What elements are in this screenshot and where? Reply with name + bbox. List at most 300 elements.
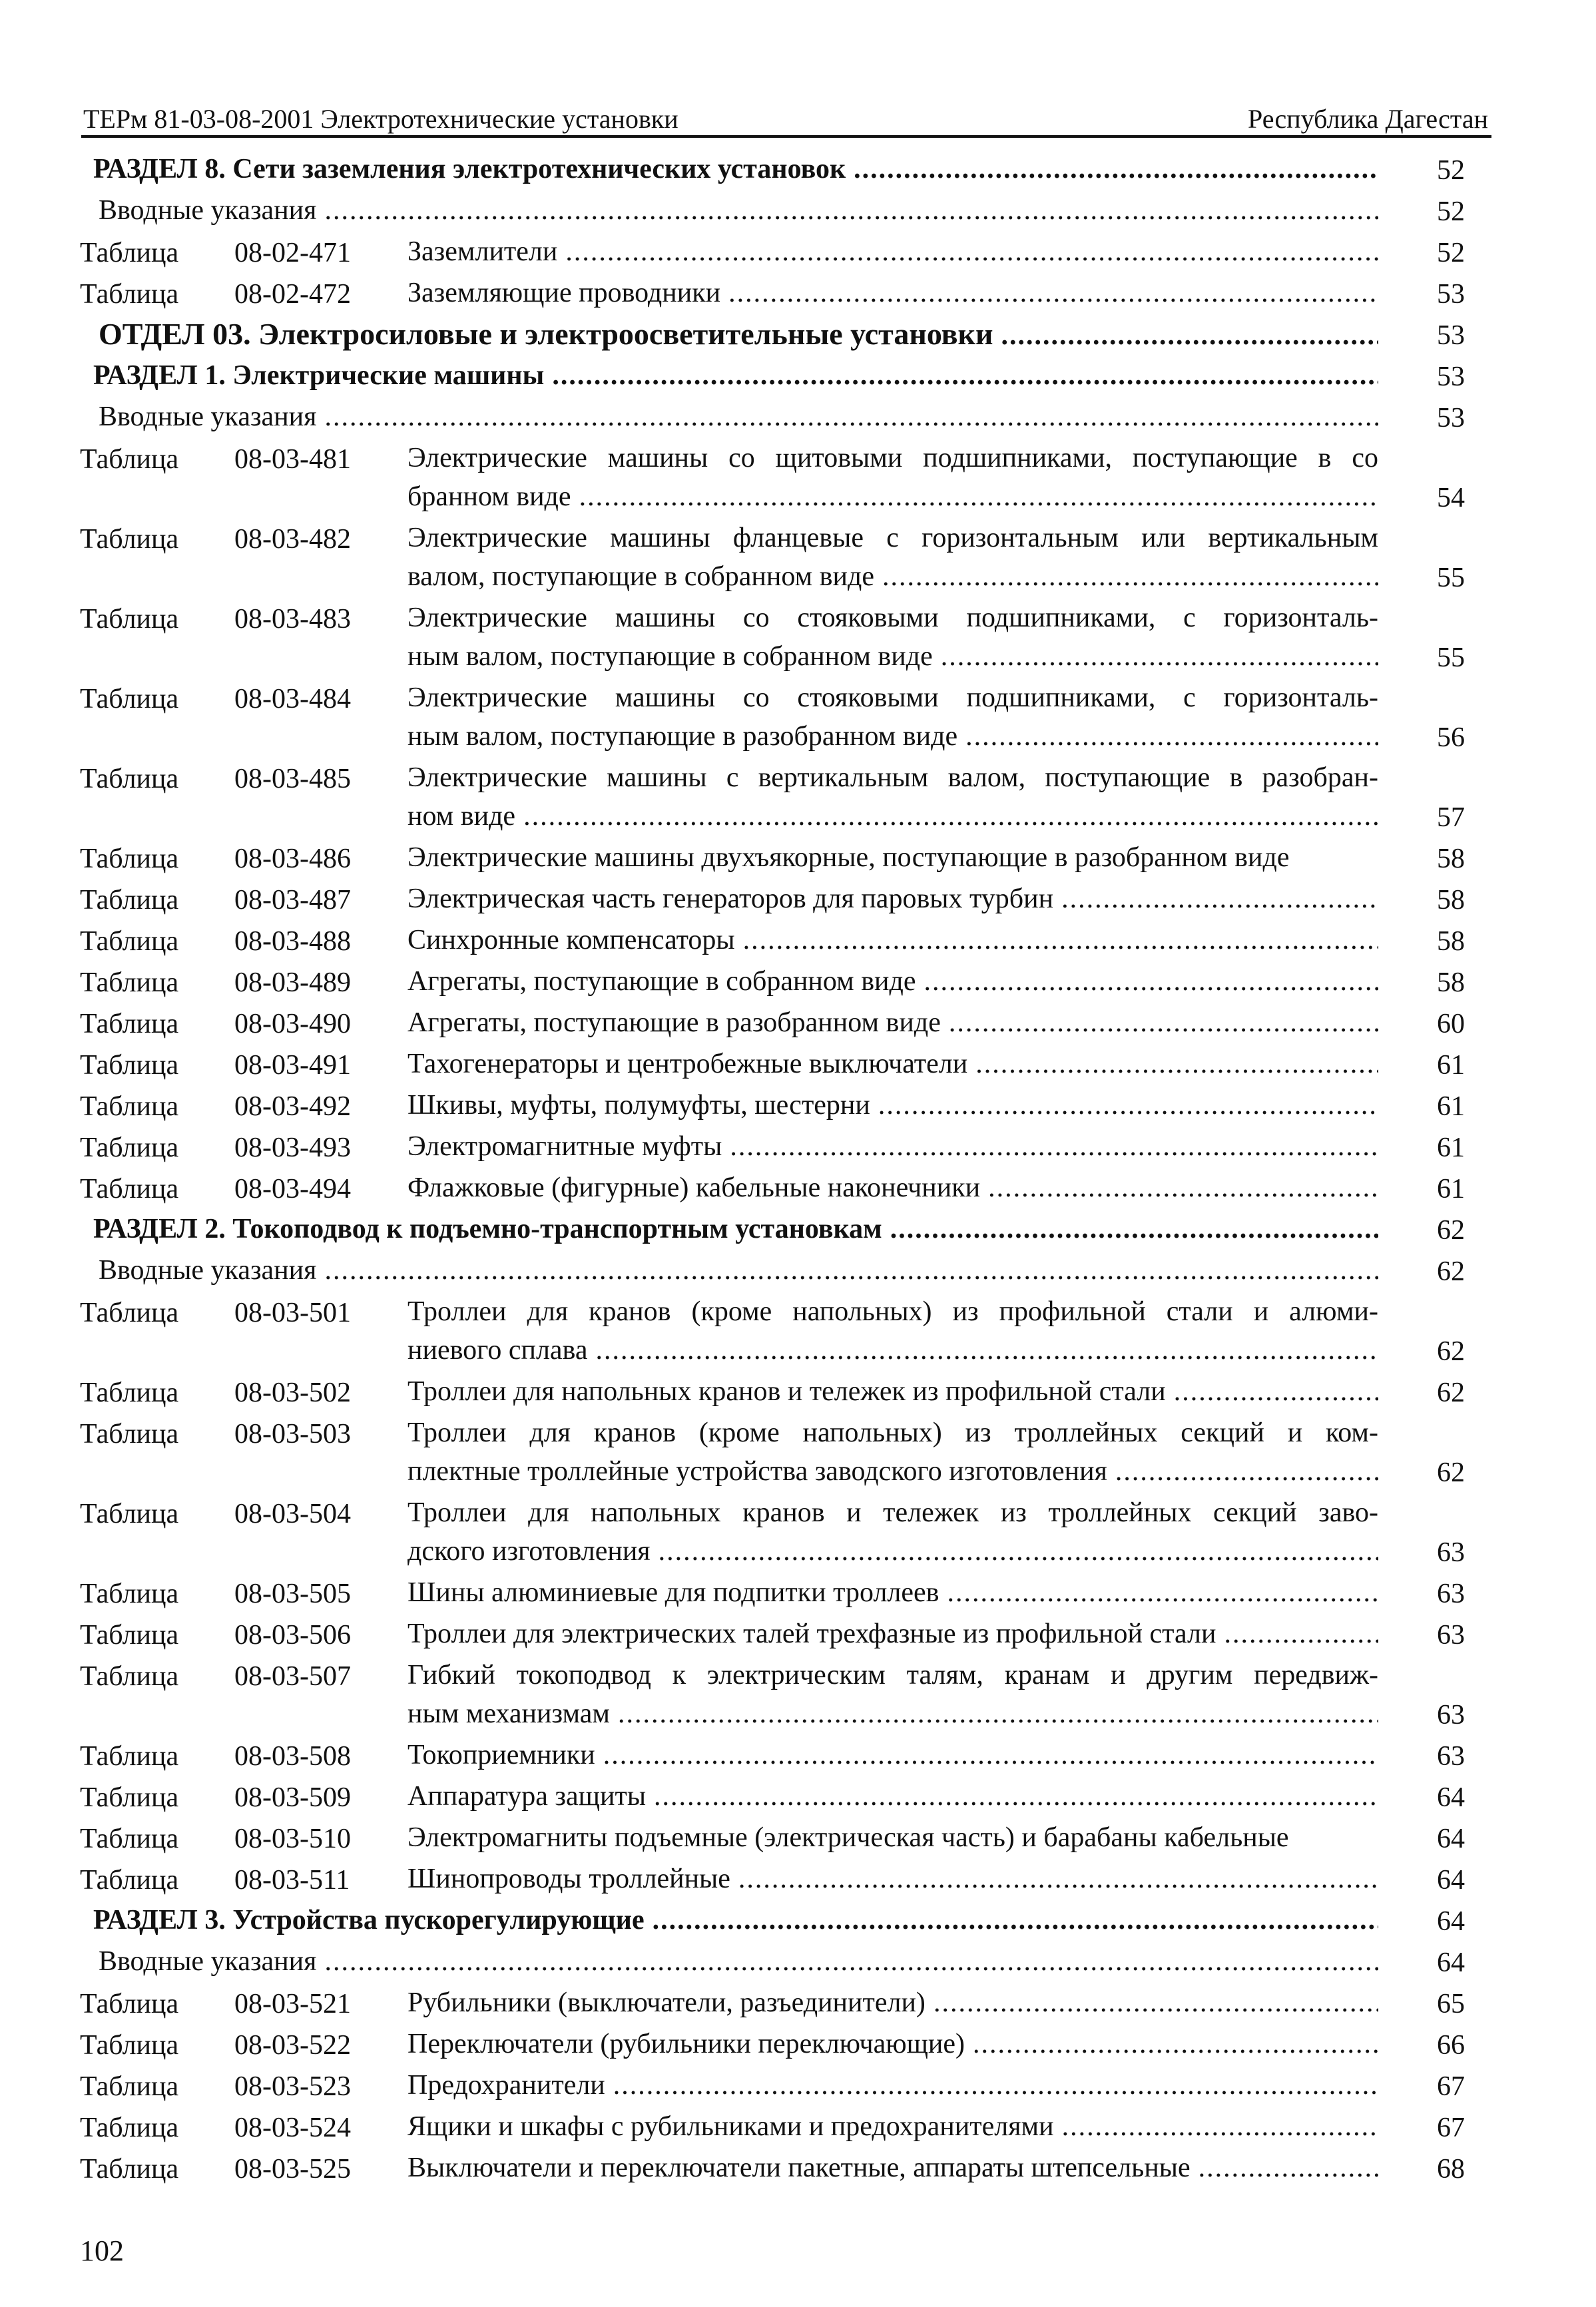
entry-text: Троллеи для напольных кранов и тележек из профильной стали xyxy=(407,1376,1166,1407)
leader-dots xyxy=(1174,1372,1378,1411)
table-label: Таблица xyxy=(80,1091,179,1122)
page-reference: 53 xyxy=(1437,362,1465,392)
leader-dots xyxy=(324,1251,1378,1290)
entry-line xyxy=(407,557,1378,596)
table-title xyxy=(407,1818,1378,1857)
table-title xyxy=(407,1413,1378,1491)
heading-text xyxy=(93,356,1378,395)
table-code: 08-03-508 xyxy=(234,1741,351,1772)
entry-line xyxy=(99,397,1378,436)
toc-table-row[interactable] xyxy=(0,1086,1596,1127)
table-title xyxy=(407,1493,1378,1571)
toc-table-row[interactable] xyxy=(0,1615,1596,1656)
heading-text xyxy=(93,150,1378,188)
table-code: 08-03-502 xyxy=(234,1378,351,1408)
entry-text: Агрегаты, поступающие в разобранном виде xyxy=(407,1007,941,1038)
table-code: 08-03-506 xyxy=(234,1620,351,1651)
entry-line xyxy=(407,1736,1378,1774)
page-reference: 64 xyxy=(1437,1906,1465,1937)
entry-line xyxy=(407,921,1378,959)
toc-table-row[interactable] xyxy=(0,599,1596,678)
table-title xyxy=(407,1372,1378,1411)
entry-line xyxy=(407,962,1378,1001)
heading-text xyxy=(99,1942,1378,1981)
table-code: 08-03-501 xyxy=(234,1298,351,1328)
toc-intro-row[interactable] xyxy=(0,1251,1596,1292)
table-label: Таблица xyxy=(80,1050,179,1081)
entry-text: Вводные указания xyxy=(99,1946,317,1977)
entry-line xyxy=(99,191,1378,230)
page-reference: 63 xyxy=(1437,1579,1465,1609)
table-label: Таблица xyxy=(80,844,179,874)
leader-dots xyxy=(1224,1615,1378,1653)
page-reference: 58 xyxy=(1437,926,1465,957)
table-label: Таблица xyxy=(80,885,179,915)
entry-line xyxy=(407,637,1378,676)
leader-dots xyxy=(924,962,1378,1001)
page-reference: 63 xyxy=(1437,1741,1465,1772)
table-label: Таблица xyxy=(80,1579,179,1609)
leader-dots xyxy=(659,1532,1378,1571)
toc-table-row[interactable] xyxy=(0,838,1596,880)
toc-intro-row[interactable] xyxy=(0,191,1596,232)
entry-line xyxy=(93,1210,1378,1248)
leader-dots xyxy=(595,1331,1378,1370)
entry-line xyxy=(407,1818,1378,1857)
page-reference: 64 xyxy=(1437,1865,1465,1896)
leader-dots xyxy=(1062,2107,1378,2146)
toc-table-row[interactable] xyxy=(0,678,1596,758)
table-code: 08-03-525 xyxy=(234,2154,351,2184)
table-code: 08-03-483 xyxy=(234,604,351,635)
table-label: Таблица xyxy=(80,1741,179,1772)
page-reference: 64 xyxy=(1437,1947,1465,1978)
table-code: 08-03-511 xyxy=(234,1865,350,1896)
entry-line xyxy=(407,232,1378,271)
toc-table-row[interactable] xyxy=(0,1493,1596,1573)
entry-line xyxy=(407,274,1378,312)
entry-text: Троллеи для электрических талей трехфазные из профильной стали xyxy=(407,1619,1216,1649)
entry-text: Синхронные компенсаторы xyxy=(407,925,735,955)
table-code: 08-03-504 xyxy=(234,1499,351,1529)
page-reference: 52 xyxy=(1437,155,1465,186)
toc-table-row[interactable] xyxy=(0,1168,1596,1210)
toc-table-row[interactable] xyxy=(0,1736,1596,1777)
leader-dots xyxy=(1001,316,1378,354)
toc-table-row[interactable] xyxy=(0,2066,1596,2107)
running-header xyxy=(83,101,1488,134)
table-title xyxy=(407,599,1378,676)
table-code: 08-02-472 xyxy=(234,279,351,310)
leader-dots xyxy=(949,1003,1378,1042)
page-reference: 64 xyxy=(1437,1782,1465,1813)
page-reference: 57 xyxy=(1437,802,1465,833)
table-title xyxy=(407,1983,1378,2022)
entry-text: РАЗДЕЛ 8. Сети заземления электротехнических установок xyxy=(93,154,846,184)
page-reference: 63 xyxy=(1437,1537,1465,1568)
table-title xyxy=(407,962,1378,1001)
entry-text: дского изготовления xyxy=(407,1536,651,1567)
heading-text xyxy=(99,397,1378,436)
table-title xyxy=(407,1615,1378,1653)
heading-text xyxy=(99,315,1378,354)
entry-text: валом, поступающие в собранном виде xyxy=(407,561,874,592)
table-code: 08-03-509 xyxy=(234,1782,351,1813)
leader-dots xyxy=(882,557,1378,596)
table-title xyxy=(407,1656,1378,1733)
toc-section-heading[interactable] xyxy=(0,1210,1596,1251)
table-label: Таблица xyxy=(80,238,179,268)
page-reference: 56 xyxy=(1437,722,1465,753)
page-reference: 67 xyxy=(1437,2113,1465,2143)
entry-line xyxy=(407,717,1378,756)
table-code: 08-03-523 xyxy=(234,2071,351,2102)
toc-table-row[interactable] xyxy=(0,962,1596,1003)
table-label: Таблица xyxy=(80,2113,179,2143)
table-label: Таблица xyxy=(80,2154,179,2184)
entry-text: Переключатели (рубильники переключающие) xyxy=(407,2029,965,2059)
toc-table-row[interactable] xyxy=(0,1983,1596,2025)
table-label: Таблица xyxy=(80,1419,179,1449)
entry-line: Электрические машины фланцевые с горизонтальным или вертикальным xyxy=(407,523,1378,553)
table-label: Таблица xyxy=(80,1009,179,1039)
table-title xyxy=(407,1292,1378,1370)
entry-line xyxy=(407,1532,1378,1571)
entry-text: плектные троллейные устройства заводского изготовления xyxy=(407,1456,1107,1487)
entry-line xyxy=(407,1452,1378,1491)
toc-table-row[interactable] xyxy=(0,1292,1596,1372)
leader-dots xyxy=(975,1045,1378,1083)
toc-table-row[interactable] xyxy=(0,2149,1596,2190)
leader-dots xyxy=(552,356,1378,395)
leader-dots xyxy=(854,150,1378,188)
page-number: 102 xyxy=(80,2234,124,2267)
entry-line: Троллеи для кранов (кроме напольных) из профильной стали и алюми- xyxy=(407,1296,1378,1327)
leader-dots xyxy=(1115,1452,1378,1491)
entry-text: РАЗДЕЛ 2. Токоподвод к подъемно-транспортным установкам xyxy=(93,1214,882,1244)
page-reference: 58 xyxy=(1437,967,1465,998)
entry-text: Аппаратура защиты xyxy=(407,1781,647,1812)
table-title xyxy=(407,439,1378,516)
toc-division-heading[interactable] xyxy=(0,315,1596,356)
toc-table-row[interactable] xyxy=(0,1860,1596,1901)
page-reference: 62 xyxy=(1437,1457,1465,1488)
toc-table-row[interactable] xyxy=(0,439,1596,519)
entry-text: Шины алюминиевые для подпитки троллеев xyxy=(407,1577,939,1608)
table-title xyxy=(407,274,1378,312)
entry-line xyxy=(407,797,1378,836)
entry-line xyxy=(407,838,1378,877)
leader-dots xyxy=(579,477,1378,516)
table-code: 08-03-505 xyxy=(234,1579,351,1609)
entry-line xyxy=(407,2066,1378,2105)
toc-section-heading[interactable] xyxy=(0,150,1596,191)
toc-table-row[interactable] xyxy=(0,1003,1596,1045)
table-code: 08-03-522 xyxy=(234,2030,351,2061)
entry-line xyxy=(407,880,1378,918)
entry-text: ным механизмам xyxy=(407,1698,610,1729)
toc-table-row[interactable] xyxy=(0,758,1596,838)
table-label: Таблица xyxy=(80,1620,179,1651)
table-label: Таблица xyxy=(80,1782,179,1813)
entry-line: Троллеи для напольных кранов и тележек из троллейных секций заво- xyxy=(407,1497,1378,1528)
table-title xyxy=(407,1086,1378,1125)
table-label: Таблица xyxy=(80,1298,179,1328)
table-label: Таблица xyxy=(80,967,179,998)
table-label: Таблица xyxy=(80,1661,179,1692)
leader-dots xyxy=(324,397,1378,436)
entry-line xyxy=(407,2149,1378,2187)
page-reference: 61 xyxy=(1437,1050,1465,1081)
table-title xyxy=(407,2149,1378,2187)
toc-table-row[interactable] xyxy=(0,880,1596,921)
table-code: 08-03-481 xyxy=(234,444,351,475)
table-label: Таблица xyxy=(80,604,179,635)
leader-dots xyxy=(738,1860,1378,1898)
entry-text: бранном виде xyxy=(407,481,571,512)
table-code: 08-03-482 xyxy=(234,524,351,555)
entry-text: ОТДЕЛ 03. Электросиловые и электроосветительные установки xyxy=(99,317,993,351)
leader-dots xyxy=(523,797,1378,836)
leader-dots xyxy=(324,1942,1378,1981)
toc-table-row[interactable] xyxy=(0,1413,1596,1493)
leader-dots xyxy=(1198,2149,1378,2187)
page-reference: 68 xyxy=(1437,2154,1465,2184)
toc-table-row[interactable] xyxy=(0,1656,1596,1736)
table-title xyxy=(407,880,1378,918)
table-label: Таблица xyxy=(80,764,179,794)
table-title xyxy=(407,1168,1378,1207)
table-code: 08-03-510 xyxy=(234,1824,351,1854)
page-reference: 62 xyxy=(1437,1336,1465,1367)
entry-line xyxy=(407,1045,1378,1083)
entry-line: Гибкий токоподвод к электрическим талям, кранам и другим передвиж- xyxy=(407,1660,1378,1690)
toc-intro-row[interactable] xyxy=(0,1942,1596,1983)
table-title xyxy=(407,758,1378,836)
table-title xyxy=(407,519,1378,596)
page-reference: 65 xyxy=(1437,1989,1465,2019)
table-code: 08-03-486 xyxy=(234,844,351,874)
heading-text xyxy=(99,191,1378,230)
leader-dots xyxy=(878,1086,1378,1125)
heading-text xyxy=(99,1251,1378,1290)
table-code: 08-03-487 xyxy=(234,885,351,915)
entry-line xyxy=(407,1003,1378,1042)
entry-text: Рубильники (выключатели, разъединители) xyxy=(407,1987,926,2018)
page-reference: 63 xyxy=(1437,1700,1465,1730)
entry-line xyxy=(407,1615,1378,1653)
leader-dots xyxy=(565,232,1378,271)
table-title xyxy=(407,2025,1378,2063)
entry-text: Электрические машины двухъякорные, поступающие в разобранном виде xyxy=(407,842,1290,873)
table-of-contents xyxy=(0,150,1596,2190)
page-reference: 55 xyxy=(1437,563,1465,593)
entry-line xyxy=(407,1331,1378,1370)
table-label: Таблица xyxy=(80,926,179,957)
entry-text: ном виде xyxy=(407,801,516,832)
entry-line xyxy=(93,1901,1378,1939)
toc-table-row[interactable] xyxy=(0,1127,1596,1168)
table-label: Таблица xyxy=(80,2030,179,2061)
leader-dots xyxy=(941,637,1378,676)
table-label: Таблица xyxy=(80,1499,179,1529)
entry-text: Шкивы, муфты, полумуфты, шестерни xyxy=(407,1090,870,1121)
page-reference: 53 xyxy=(1437,279,1465,310)
table-title xyxy=(407,1573,1378,1612)
toc-table-row[interactable] xyxy=(0,1573,1596,1615)
entry-line xyxy=(407,1777,1378,1816)
entry-line: Электрические машины со стояковыми подшипниками, с горизонталь- xyxy=(407,682,1378,713)
toc-section-heading[interactable] xyxy=(0,1901,1596,1942)
toc-table-row[interactable] xyxy=(0,1372,1596,1413)
table-code: 08-03-489 xyxy=(234,967,351,998)
table-title xyxy=(407,1860,1378,1898)
page-reference: 61 xyxy=(1437,1133,1465,1163)
toc-table-row[interactable] xyxy=(0,2107,1596,2149)
page-reference: 53 xyxy=(1437,403,1465,433)
toc-table-row[interactable] xyxy=(0,1045,1596,1086)
leader-dots xyxy=(947,1573,1379,1612)
table-title xyxy=(407,921,1378,959)
table-code: 08-03-524 xyxy=(234,2113,351,2143)
page-reference: 62 xyxy=(1437,1256,1465,1287)
table-title xyxy=(407,1736,1378,1774)
leader-dots xyxy=(613,2066,1378,2105)
entry-text: ным валом, поступающие в разобранном виде xyxy=(407,721,958,752)
entry-text: Заземляющие проводники xyxy=(407,278,721,308)
table-label: Таблица xyxy=(80,1133,179,1163)
table-label: Таблица xyxy=(80,684,179,714)
table-title xyxy=(407,232,1378,271)
toc-table-row[interactable] xyxy=(0,2025,1596,2066)
entry-line: Электрические машины со щитовыми подшипниками, поступающие в со xyxy=(407,443,1378,473)
leader-dots xyxy=(654,1777,1378,1816)
table-code: 08-03-493 xyxy=(234,1133,351,1163)
table-label: Таблица xyxy=(80,2071,179,2102)
toc-table-row[interactable] xyxy=(0,1777,1596,1818)
entry-line xyxy=(407,2025,1378,2063)
leader-dots xyxy=(973,2025,1378,2063)
entry-line xyxy=(407,1127,1378,1166)
entry-line xyxy=(407,1573,1378,1612)
page-reference: 53 xyxy=(1437,320,1465,351)
table-label: Таблица xyxy=(80,524,179,555)
entry-line: Электрические машины с вертикальным валом, поступающие в разобран- xyxy=(407,762,1378,793)
toc-table-row[interactable] xyxy=(0,274,1596,315)
leader-dots xyxy=(988,1168,1378,1207)
page-reference: 60 xyxy=(1437,1009,1465,1039)
entry-line xyxy=(407,1694,1378,1733)
entry-line xyxy=(407,1860,1378,1898)
entry-text: РАЗДЕЛ 3. Устройства пускорегулирующие xyxy=(93,1905,645,1935)
page-reference: 66 xyxy=(1437,2030,1465,2061)
page-reference: 64 xyxy=(1437,1824,1465,1854)
table-label: Таблица xyxy=(80,1378,179,1408)
leader-dots xyxy=(618,1694,1378,1733)
entry-line xyxy=(93,356,1378,395)
entry-line xyxy=(99,1251,1378,1290)
entry-line xyxy=(407,1086,1378,1125)
toc-table-row[interactable] xyxy=(0,232,1596,274)
table-title xyxy=(407,838,1378,877)
toc-section-heading[interactable] xyxy=(0,356,1596,397)
leader-dots xyxy=(324,191,1378,230)
page-reference: 61 xyxy=(1437,1091,1465,1122)
page-reference: 58 xyxy=(1437,885,1465,915)
table-label: Таблица xyxy=(80,1824,179,1854)
leader-dots xyxy=(728,274,1378,312)
table-title xyxy=(407,2066,1378,2105)
entry-text: ным валом, поступающие в собранном виде xyxy=(407,641,933,672)
page-reference: 54 xyxy=(1437,483,1465,513)
page-reference: 62 xyxy=(1437,1215,1465,1246)
table-title xyxy=(407,1045,1378,1083)
entry-text: Ящики и шкафы с рубильниками и предохранителями xyxy=(407,2111,1054,2142)
entry-text: Заземлители xyxy=(407,236,558,267)
entry-text: Флажковые (фигурные) кабельные наконечники xyxy=(407,1172,981,1203)
entry-text: Шинопроводы троллейные xyxy=(407,1864,730,1894)
page-reference: 62 xyxy=(1437,1378,1465,1408)
leader-dots xyxy=(743,921,1378,959)
table-code: 08-03-491 xyxy=(234,1050,351,1081)
entry-text: Электромагниты подъемные (электрическая часть) и барабаны кабельные xyxy=(407,1822,1289,1853)
entry-text: Вводные указания xyxy=(99,401,317,432)
table-label: Таблица xyxy=(80,279,179,310)
leader-dots xyxy=(890,1210,1378,1248)
entry-line xyxy=(407,477,1378,516)
entry-line xyxy=(407,1168,1378,1207)
table-label: Таблица xyxy=(80,1174,179,1204)
leader-dots xyxy=(933,1983,1378,2022)
table-code: 08-03-494 xyxy=(234,1174,351,1204)
toc-intro-row[interactable] xyxy=(0,397,1596,439)
header-region: Республика Дагестан xyxy=(1248,104,1488,134)
heading-text xyxy=(93,1210,1378,1248)
entry-line xyxy=(93,150,1378,188)
page-reference: 63 xyxy=(1437,1620,1465,1651)
toc-table-row[interactable] xyxy=(0,519,1596,599)
leader-dots xyxy=(653,1901,1378,1939)
header-document-title: ТЕРм 81-03-08-2001 Электротехнические установки xyxy=(83,104,678,134)
entry-text: Электромагнитные муфты xyxy=(407,1131,722,1162)
leader-dots xyxy=(1061,880,1378,918)
page-reference: 67 xyxy=(1437,2071,1465,2102)
toc-table-row[interactable] xyxy=(0,921,1596,962)
leader-dots xyxy=(965,717,1378,756)
table-code: 08-03-507 xyxy=(234,1661,351,1692)
table-title xyxy=(407,1127,1378,1166)
entry-text: Вводные указания xyxy=(99,1255,317,1286)
table-label: Таблица xyxy=(80,1865,179,1896)
leader-dots xyxy=(730,1127,1378,1166)
entry-text: ниевого сплава xyxy=(407,1335,588,1366)
entry-line: Электрические машины со стояковыми подшипниками, с горизонталь- xyxy=(407,603,1378,633)
toc-table-row[interactable] xyxy=(0,1818,1596,1860)
table-code: 08-03-490 xyxy=(234,1009,351,1039)
table-code: 08-03-521 xyxy=(234,1989,351,2019)
table-code: 08-02-471 xyxy=(234,238,351,268)
table-label: Таблица xyxy=(80,1989,179,2019)
page-reference: 61 xyxy=(1437,1174,1465,1204)
entry-text: Выключатели и переключатели пакетные, аппараты штепсельные xyxy=(407,2153,1191,2183)
page-reference: 55 xyxy=(1437,642,1465,673)
table-title xyxy=(407,1003,1378,1042)
table-title xyxy=(407,678,1378,756)
table-label: Таблица xyxy=(80,444,179,475)
header-rule xyxy=(81,135,1491,138)
page-reference: 52 xyxy=(1437,238,1465,268)
table-code: 08-03-488 xyxy=(234,926,351,957)
